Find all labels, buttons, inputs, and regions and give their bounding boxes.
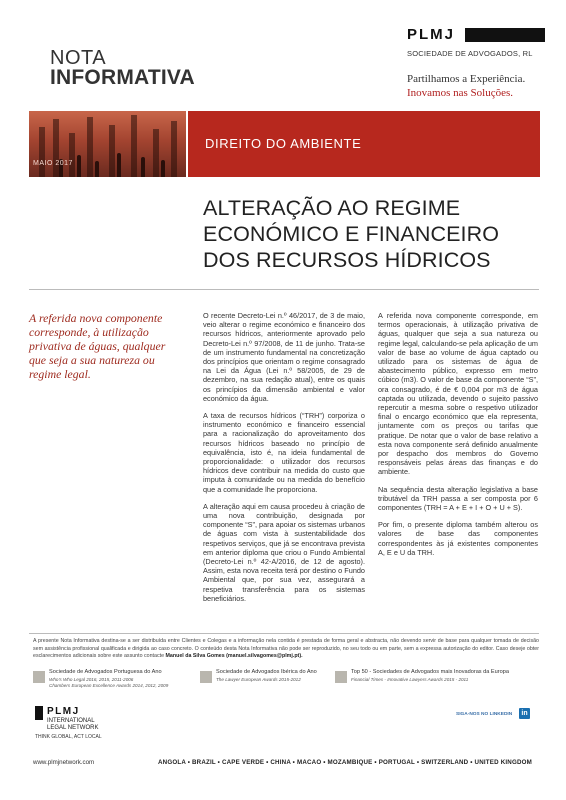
slogan-line1: Partilhamos a Experiência. [407,73,526,85]
network-line3: LEGAL NETWORK [47,725,99,731]
divider [29,289,539,290]
award-2 [200,669,340,703]
article-title [203,195,533,273]
disclaimer [33,638,539,661]
plmj-logo [407,26,537,46]
paragraph: O recente Decreto-Lei n.º 46/2017, de 3 de maio, veio alterar o regime económico e financeiro dos recursos hídricos, anteriormente aprovado pelo Decreto-Lei n.º 97/2008, de 11 de junho. Trata-se de um instrumento fundamental na concretização dos princípios que orientam o regime consagrado na Lei da Água (Lei n.º 58/2005, de 29 de dezembro, na sua redação atual), entre os quais os princípios da dimensão ambiental e valor económico da água. [203,311,365,403]
award-title: Sociedade de Advogados Portuguesa do Ano [49,669,162,675]
divider [29,633,539,634]
linkedin-icon[interactable]: in [519,708,530,719]
header-photo [29,111,186,177]
body-column-2 [378,311,538,565]
logo-text: PLMJ [407,26,456,43]
paragraph: Por fim, o presente diploma também alterou os valores de base das componentes correspondentes às já existentes componentes A, E e U da TRH. [378,520,538,557]
pull-quote: A referida nova componente corresponde, à utilização privativa de águas, qualquer que seja a sua natureza ou regime legal. [29,311,166,381]
award-icon [33,671,45,683]
disclaimer-contact: Manuel da Silva Gomes (manuel.silvagomes@plmj.pt). [165,653,303,659]
paragraph: Na sequência desta alteração legislativa a base tributável da TRH passa a ser composta por 6 componentes (TRH = A + E + I + O + U + S). [378,484,538,513]
issue-date: MAIO 2017 [33,160,73,167]
body-column-1 [203,311,365,611]
network-logo-mark [35,706,43,720]
title-line: ALTERAÇÃO AO REGIME [203,196,461,220]
award-1 [33,669,203,703]
countries-list: ANGOLA • BRAZIL • CAPE VERDE • CHINA • MACAO • MOZAMBIQUE • PORTUGAL • SWITZERLAND • UNITED KINGDOM [158,759,532,766]
award-3 [335,669,535,703]
website-link[interactable]: www.plmjnetwork.com [33,759,95,766]
network-line2: INTERNATIONAL [47,718,95,724]
paragraph: A referida nova componente corresponde, em termos operacionais, à utilização privativa de águas, qualquer que seja a sua natureza ou regime legal, calculando-se pela aplicação de um valor de base ao volume de água captado ou utilizado para os sistemas de água de abastecimento público, expresso em metro cúbico (m3). O valor de base da componente “S”, ora consagrado, é de € 0,004 por m3 de água captada ou utilizada, devendo o sujeito passivo repercutir a mesma sobre o respetivo utilizador final o encargo económico que ela representa, juntamente com os preços ou tarifas que pratique. De notar que o valor de base relativo a esta nova componente será definido anualmente por despacho dos membros do Governo responsáveis pelas áreas das finanças e do ambiente. [378,311,538,477]
award-icon [200,671,212,683]
newsletter-title [50,48,250,88]
network-name: PLMJ [47,706,80,717]
newsletter-title-line1: NOTA [50,47,107,69]
title-line: ECONÓMICO E FINANCEIRO [203,222,500,246]
award-subtitle: Financial Times - Innovative Lawyers Awards 2015 - 2011 [351,677,469,682]
award-icon [335,671,347,683]
slogan-line2: Inovamos nas Soluções. [407,87,514,99]
award-subtitle: Who’s Who Legal 2016, 2015, 2011-2006 Chambers European Excellence Awards 2014, 2012, 2009 [49,677,169,688]
logo-bar [465,28,545,42]
linkedin-label[interactable]: SIGA-NOS NO LINKEDIN [456,712,513,717]
logo-subtitle: SOCIEDADE DE ADVOGADOS, RL [407,49,533,58]
award-title: Top 50 - Sociedades de Advogados mais Inovadoras da Europa [351,669,509,675]
title-line: DOS RECURSOS HÍDRICOS [203,248,491,272]
award-title: Sociedade de Advogados Ibérica do Ano [216,669,317,675]
award-subtitle: The Lawyer European Awards 2015-2012 [216,677,301,682]
network-tagline: THINK GLOBAL, ACT LOCAL [35,734,102,740]
paragraph: A alteração aqui em causa procedeu à criação de uma nova contribuição, designada por componente “S”, para apoiar os sistemas urbanos de águas com vista à sustentabilidade dos respetivos serviços, que já se encontrava prevista em anterior diploma que criou o Fundo Ambiental (Decreto-Lei n.º 42-A/2016, de 12 de agosto). Assim, esta nova receita terá por destino o Fundo Ambiental que, por sua vez, assegurará a respetiva transferência para os sistemas beneficiários. [203,501,365,603]
newsletter-title-line2: INFORMATIVA [50,66,195,89]
paragraph: A taxa de recursos hídricos (“TRH”) corporiza o instrumento económico e financeiro essencial para a racionalização do aproveitamento dos recursos hídricos baseado no princípio de equivalência, isto é, na ideia fundamental de proporcionalidade: o utilizador dos recursos hídricos deve contribuir na medida do custo que imputa à comunidade ou na medida do benefício que a comunidade lhe proporciona. [203,411,365,494]
practice-area-label: DIREITO DO AMBIENTE [205,136,362,151]
disclaimer-text: A presente Nota Informativa destina-se a ser distribuída entre Clientes e Colegas e a informação nela contida é prestada de forma geral e abstracta, não devendo servir de base para qualquer tomada de decisão sem assistência profissional qualificada e dirigida ao caso concreto. O conteúdo desta Nota Informativa não pode ser reproduzido, no seu todo ou em parte, sem a expressa autorização do editor. Caso deseje obter esclarecimentos adicionais sobre este assunto contacte [33,638,539,659]
